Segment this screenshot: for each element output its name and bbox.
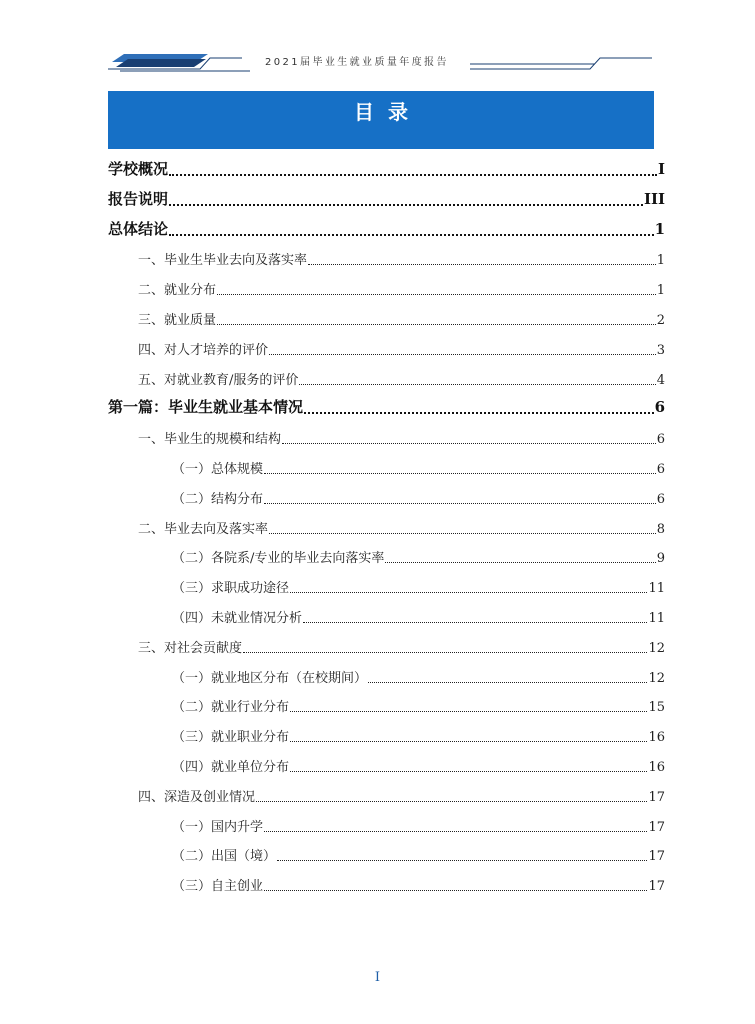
toc-entry[interactable] — [108, 396, 665, 417]
toc-entry[interactable] — [172, 756, 665, 775]
toc-leader-dots — [277, 860, 647, 861]
toc-entry[interactable] — [172, 547, 665, 566]
toc-entry[interactable] — [172, 667, 665, 686]
toc-entry-page: 6 — [656, 462, 665, 477]
toc-entry[interactable] — [138, 249, 665, 268]
toc-entry-label: 四、对人才培养的评价 — [138, 342, 269, 358]
toc-leader-dots — [304, 412, 654, 414]
toc-leader-dots — [368, 682, 647, 683]
toc-entry-label: 五、对就业教育/服务的评价 — [138, 372, 299, 388]
toc-entry[interactable] — [138, 339, 665, 358]
toc-entry-label: 第一篇：毕业生就业基本情况 — [108, 398, 304, 417]
toc-entry-page: 11 — [648, 611, 665, 626]
toc-entry-page: 1 — [654, 219, 665, 238]
toc-leader-dots — [264, 503, 656, 504]
toc-entry[interactable] — [172, 875, 665, 894]
toc-entry-page: 15 — [648, 700, 665, 716]
toc-entry-label: （四）未就业情况分析 — [172, 611, 303, 626]
toc-leader-dots — [290, 741, 647, 742]
toc-entry[interactable] — [172, 696, 665, 715]
toc-entry-page: I — [657, 160, 665, 178]
toc-entry-page: III — [643, 189, 665, 208]
toc-leader-dots — [308, 264, 656, 265]
toc-leader-dots — [243, 652, 647, 653]
toc-entry-page: 9 — [656, 551, 665, 567]
toc-entry-label: （一）就业地区分布（在校期间） — [172, 670, 368, 686]
toc-entry-label: 四、深造及创业情况 — [138, 789, 256, 805]
toc-entry[interactable] — [108, 158, 665, 179]
toc-leader-dots — [385, 562, 655, 563]
toc-entry-label: 一、毕业生的规模和结构 — [138, 432, 282, 448]
toc-entry[interactable] — [138, 786, 665, 805]
toc-leader-dots — [269, 533, 656, 534]
toc-entry-page: 17 — [648, 819, 665, 835]
toc-title-bar — [108, 91, 654, 149]
toc-entry-label: 学校概况 — [108, 160, 169, 178]
toc-entry-label: （二）结构分布 — [172, 491, 264, 507]
toc-entry-label: 二、就业分布 — [138, 283, 217, 299]
toc-leader-dots — [290, 771, 647, 772]
toc-entry[interactable] — [172, 607, 665, 626]
toc-entry-label: 二、毕业去向及落实率 — [138, 521, 269, 537]
toc-entry-label: 三、就业质量 — [138, 313, 217, 328]
toc-entry-label: （二）出国（境） — [172, 849, 277, 865]
toc-entry[interactable] — [172, 577, 665, 596]
toc-leader-dots — [264, 473, 656, 474]
toc-leader-dots — [256, 801, 647, 802]
toc-title: 目录 — [354, 99, 422, 124]
toc-entry-label: （二）就业行业分布 — [172, 700, 290, 716]
toc-entry-label: （二）各院系/专业的毕业去向落实率 — [172, 551, 385, 567]
toc-entry-page: 3 — [656, 342, 665, 358]
toc-entry[interactable] — [138, 518, 665, 537]
toc-entry[interactable] — [108, 218, 665, 239]
toc-entry-page: 12 — [648, 670, 665, 686]
toc-leader-dots — [169, 204, 643, 206]
toc-entry[interactable] — [138, 637, 665, 656]
toc-entry[interactable] — [172, 845, 665, 864]
toc-leader-dots — [169, 234, 654, 236]
toc-entry[interactable] — [138, 428, 665, 447]
toc-entry[interactable] — [172, 726, 665, 745]
toc-entry-page: 1 — [656, 283, 665, 299]
toc-entry-page: 1 — [656, 253, 665, 269]
toc-entry-label: 一、毕业生毕业去向及落实率 — [138, 253, 308, 269]
toc-entry[interactable] — [138, 279, 665, 298]
toc-entry-label: 总体结论 — [108, 219, 169, 238]
toc-leader-dots — [217, 294, 656, 295]
toc-entry[interactable] — [172, 488, 665, 507]
header-decoration — [0, 0, 755, 80]
toc-entry-page: 4 — [656, 372, 665, 388]
toc-entry-page: 8 — [656, 521, 665, 537]
toc-entry-label: （三）求职成功途径 — [172, 581, 290, 597]
toc-entry[interactable] — [108, 188, 665, 209]
toc-entry-page: 17 — [648, 849, 665, 865]
toc-entry[interactable] — [172, 458, 665, 477]
toc-leader-dots — [299, 384, 655, 385]
toc-entry-page: 2 — [656, 313, 665, 328]
toc-entry-page: 17 — [648, 879, 665, 895]
toc-entry-label: （四）就业单位分布 — [172, 760, 290, 775]
toc-entry-label: （三）就业职业分布 — [172, 730, 290, 746]
toc-leader-dots — [264, 831, 647, 832]
toc-entry-label: 报告说明 — [108, 189, 169, 208]
toc-leader-dots — [269, 354, 656, 355]
toc-entry-page: 16 — [648, 730, 665, 746]
toc-entry-page: 12 — [648, 640, 665, 656]
toc-entry-page: 6 — [656, 432, 665, 448]
toc-entry-label: （一）国内升学 — [172, 819, 264, 835]
toc-leader-dots — [264, 890, 647, 891]
page-number: I — [374, 970, 381, 985]
toc-leader-dots — [290, 592, 647, 593]
toc-entry-label: 三、对社会贡献度 — [138, 640, 243, 656]
toc-entry-page: 6 — [656, 491, 665, 507]
toc-leader-dots — [282, 443, 656, 444]
toc-entry[interactable] — [138, 369, 665, 388]
toc-entry[interactable] — [138, 309, 665, 328]
page-header — [0, 0, 755, 80]
toc-leader-dots — [290, 711, 647, 712]
toc-entry-page: 11 — [648, 581, 665, 597]
toc-entry-label: （一）总体规模 — [172, 462, 264, 477]
toc-entry-page: 6 — [654, 398, 665, 417]
toc-leader-dots — [169, 174, 657, 176]
toc-leader-dots — [217, 324, 656, 325]
toc-entry[interactable] — [172, 816, 665, 835]
toc-entry-label: （三）自主创业 — [172, 879, 264, 895]
toc-entry-page: 17 — [648, 789, 665, 805]
header-title: 2021届毕业生就业质量年度报告 — [265, 57, 449, 68]
toc-entry-page: 16 — [648, 760, 665, 775]
toc-leader-dots — [303, 622, 647, 623]
